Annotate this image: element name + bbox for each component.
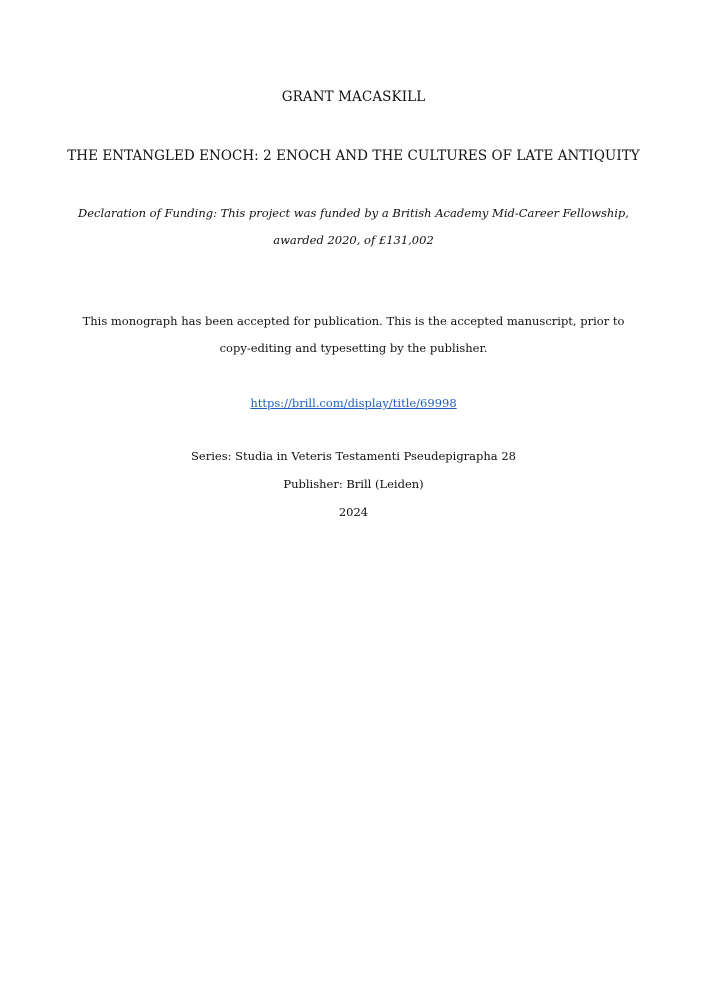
funding-declaration-line-2: awarded 2020, of £131,002 [273, 233, 434, 247]
manuscript-note-line-1: This monograph has been accepted for publication. This is the accepted manuscript, prior to [82, 314, 625, 328]
author-name: GRANT MACASKILL [281, 89, 426, 105]
publisher-link[interactable]: https://brill.com/display/title/69998 [250, 396, 457, 410]
publisher-info: Publisher: Brill (Leiden) [283, 477, 424, 491]
series-info: Series: Studia in Veteris Testamenti Pseudepigrapha 28 [191, 449, 516, 463]
funding-declaration-line-1: Declaration of Funding: This project was funded by a British Academy Mid-Career Fellowship, [78, 206, 629, 220]
book-title: THE ENTANGLED ENOCH: 2 ENOCH AND THE CULTURES OF LATE ANTIQUITY [67, 148, 640, 164]
manuscript-note-line-2: copy-editing and typesetting by the publisher. [219, 341, 488, 355]
publication-year: 2024 [338, 505, 369, 519]
publisher-link-line [0, 398, 707, 410]
